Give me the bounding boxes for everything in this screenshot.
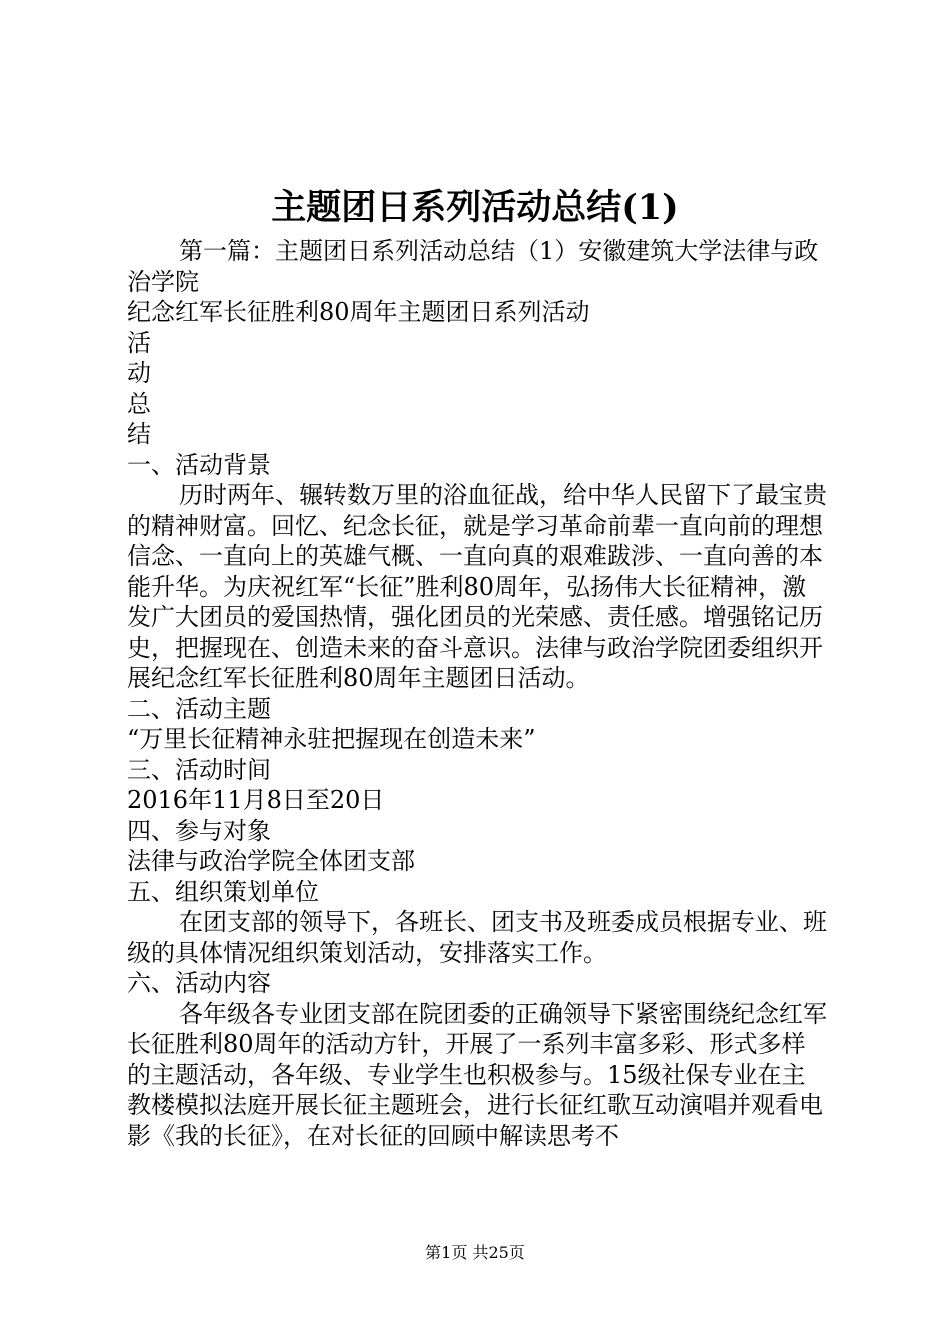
document-title: 主题团日系列活动总结(1) — [271, 187, 679, 228]
paragraph-intro: 第一篇：主题团日系列活动总结（1）安徽建筑大学法律与政治学院 — [127, 237, 819, 296]
section-heading-content: 六、活动内容 — [127, 969, 271, 997]
paragraph-subtitle: 纪念红军长征胜利80周年主题团日系列活动 — [127, 298, 590, 326]
section-heading-participants: 四、参与对象 — [127, 816, 271, 845]
document-body — [127, 236, 827, 1151]
section-heading-theme: 二、活动主题 — [127, 694, 271, 723]
paragraph-background: 历时两年、辗转数万里的浴血征战，给中华人民留下了最宝贵的精神财富。回忆、纪念长征，就是学习革命前辈一直向前的理想信念、一直向上的英雄气概、一直向真的艰难跋涉、一直向善的本能升华。为庆祝红军“长征”胜利80周年，弘扬伟大长征精神，激发广大团员的爱国热情，强化团员的光荣感、责任感。增强铭记历史，把握现在、创造未来的奋斗意识。法律与政治学院团委组织开展纪念红军长征胜利80周年主题团日活动。 — [127, 481, 827, 692]
section-heading-background: 一、活动背景 — [127, 450, 271, 479]
paragraph-organizer: 在团支部的领导下，各班长、团支书及班委成员根据专业、班级的具体情况组织策划活动，安排落实工作。 — [127, 908, 827, 967]
page-number-footer: 第1页 共25页 — [425, 1243, 525, 1262]
vertical-char-1: 活 — [127, 328, 151, 357]
section-heading-organizer: 五、组织策划单位 — [127, 877, 319, 906]
section-heading-time: 三、活动时间 — [127, 755, 271, 784]
vertical-char-3: 总 — [127, 389, 151, 418]
vertical-char-4: 结 — [127, 420, 151, 448]
paragraph-time: 2016年11月8日至20日 — [127, 786, 385, 814]
paragraph-theme: “万里长征精神永驻把握现在创造未来” — [127, 725, 536, 753]
paragraph-content: 各年级各专业团支部在院团委的正确领导下紧密围绕纪念红军长征胜利80周年的活动方针，开展了一系列丰富多彩、形式多样的主题活动，各年级、专业学生也积极参与。15级社保专业在主教楼模拟法庭开展长征主题班会，进行长征红歌互动演唱并观看电影《我的长征》，在对长征的回顾中解读思考不 — [127, 999, 827, 1150]
paragraph-participants: 法律与政治学院全体团支部 — [127, 847, 415, 875]
vertical-char-2: 动 — [127, 359, 151, 387]
